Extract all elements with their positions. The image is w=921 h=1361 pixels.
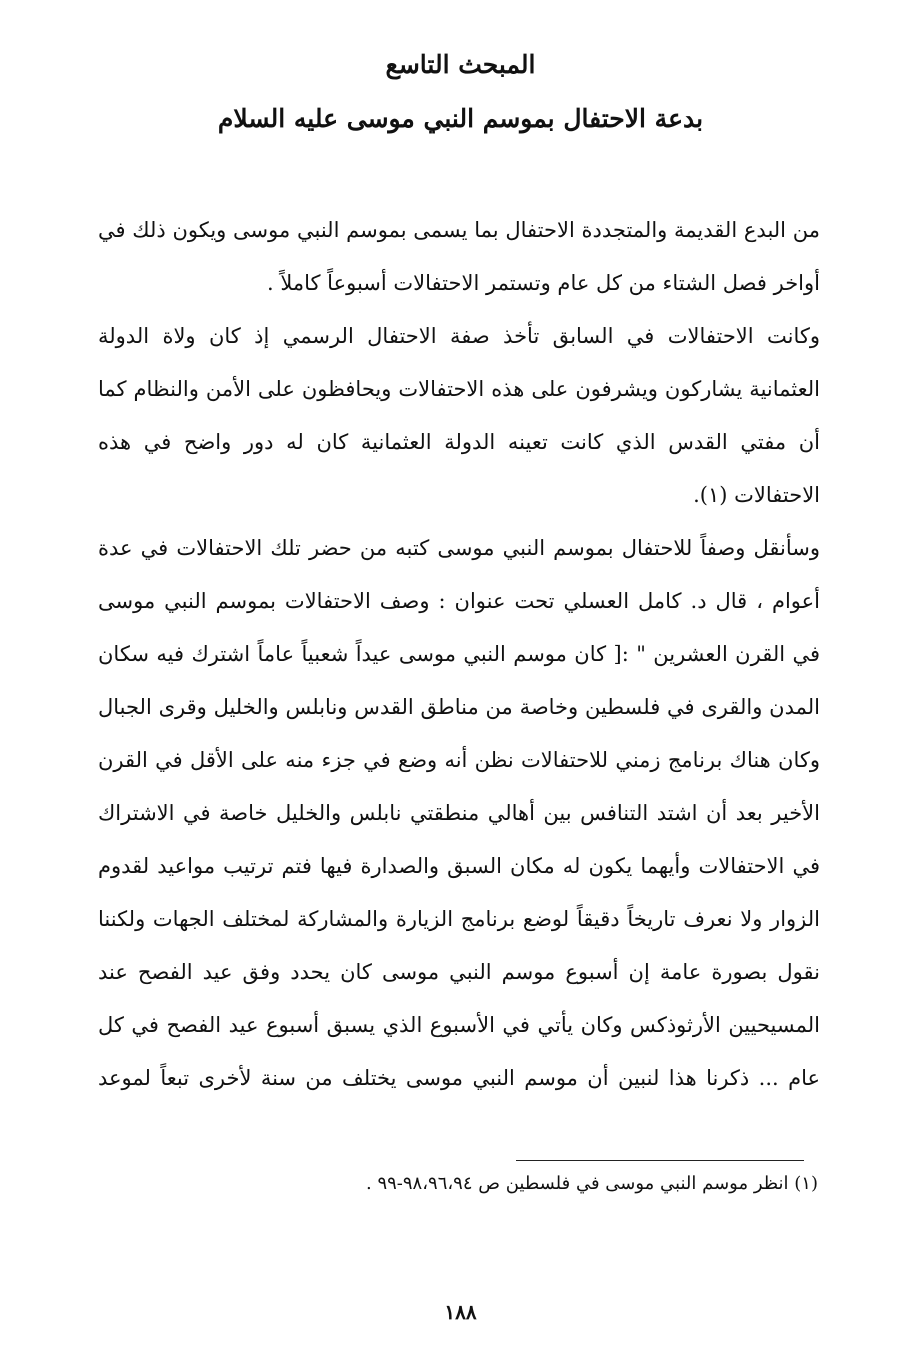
text-line: من البدع القديمة والمتجددة الاحتفال بما يسمى بموسم النبي موسى ويكون ذلك في: [98, 218, 820, 242]
text-line: الأخير بعد أن اشتد التنافس بين أهالي منطقتي نابلس والخليل خاصة في الاشتراك: [98, 801, 820, 825]
text-line: وسأنقل وصفاً للاحتفال بموسم النبي موسى كتبه من حضر تلك الاحتفالات في عدة: [98, 536, 820, 560]
text-line: في الاحتفالات وأيهما يكون له مكان السبق والصدارة فيها فتم ترتيب مواعيد لقدوم: [98, 854, 820, 878]
text-line: العثمانية يشاركون ويشرفون على هذه الاحتفالات ويحافظون على الأمن والنظام كما: [98, 377, 820, 401]
text-line: وكان هناك برنامج زمني للاحتفالات نظن أنه وضع في جزء منه على الأقل في القرن: [98, 748, 820, 772]
text-line: أن مفتي القدس الذي كانت تعينه الدولة العثمانية كان له دور واضح في هذه: [98, 430, 820, 454]
text-line: أعوام ، قال د. كامل العسلي تحت عنوان : وصف الاحتفالات بموسم النبي موسى: [98, 589, 820, 613]
section-title: بدعة الاحتفال بموسم النبي موسى عليه السلام: [217, 104, 704, 133]
text-line: أواخر فصل الشتاء من كل عام وتستمر الاحتفالات أسبوعاً كاملاً .: [266, 271, 820, 295]
section-label: المبحث التاسع: [385, 50, 536, 79]
text-line: نقول بصورة عامة إن أسبوع موسم النبي موسى كان يحدد وفق عيد الفصح عند: [98, 960, 820, 984]
text-line: الزوار ولا نعرف تاريخاً دقيقاً لوضع برنامج الزيارة والمشاركة لمختلف الجهات ولكننا: [98, 907, 820, 931]
text-line: وكانت الاحتفالات في السابق تأخذ صفة الاحتفال الرسمي إذ كان ولاة الدولة: [98, 324, 820, 348]
footnote: (١) انظر موسم النبي موسى في فلسطين ص ٩٨،٩٦،٩٤-٩٩ .: [365, 1173, 818, 1194]
text-line: في القرن العشرين " :[ كان موسم النبي موسى عيداً شعبياً عاماً اشترك فيه سكان: [98, 642, 820, 666]
text-line: المسيحيين الأرثوذكس وكان يأتي في الأسبوع الذي يسبق أسبوع عيد الفصح في كل: [98, 1013, 820, 1037]
page-number: ١٨٨: [444, 1300, 477, 1324]
body-text: [98, 204, 820, 1105]
text-line: عام ... ذكرنا هذا لنبين أن موسم النبي موسى يختلف من سنة لأخرى تبعاً لموعد: [98, 1066, 820, 1090]
text-line: الاحتفالات (١).: [693, 483, 820, 507]
text-line: المدن والقرى في فلسطين وخاصة من مناطق القدس ونابلس والخليل وقرى الجبال: [98, 695, 820, 719]
footnote-divider: [516, 1160, 804, 1161]
